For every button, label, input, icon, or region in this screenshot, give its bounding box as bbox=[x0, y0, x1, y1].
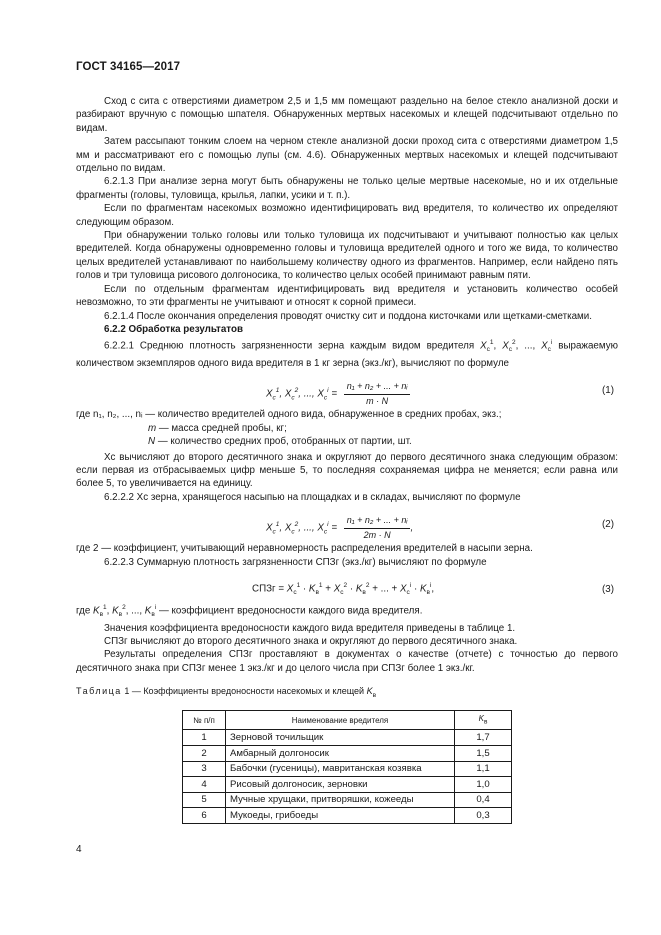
paragraph: где 2 — коэффициент, учитывающий неравномерность распределения вредителей в насыпи зерна. bbox=[76, 543, 533, 555]
paragraph-formula-intro: 6.2.2.1 Среднюю плотность загрязненности зерна каждым видом вредителя $X_c^1$, $X_c^2$, ..., $X_c^i$ выражаемую количеством экземпляров одного вида вредителя в 1 кг зерна (экз./кг), вычисляют по формуле bbox=[76, 339, 618, 369]
formula-numerator: n₁ + n₂ + ... + nᵢ bbox=[344, 514, 411, 528]
formula-number: (3) bbox=[602, 583, 614, 595]
table-row bbox=[183, 808, 512, 824]
table-row bbox=[183, 761, 512, 777]
formula-number: (2) bbox=[602, 519, 614, 531]
cell-n: 3 bbox=[183, 761, 226, 777]
formula-1: $X_c^1$, $X_c^2$, ..., $X_c^i$ = $\frac{\text{n₁ + n₂ + ... + nᵢ}}{m \cdot N}$ (1) bbox=[76, 376, 618, 404]
table-row bbox=[183, 730, 512, 746]
paragraph: Xc вычисляют до второго десятичного знака и округляют до первого десятичного знака следующим образом: если первая из отбрасываемых цифр меньше 5, то последняя сохраняемая цифра не меняется; если равна или более 5, то увеличивается на единицу. bbox=[76, 451, 618, 490]
formula-numerator: n₁ + n₂ + ... + nᵢ bbox=[344, 380, 411, 394]
table-caption-word: Таблица bbox=[76, 686, 122, 697]
formula-lhs: СПЗг bbox=[252, 583, 276, 595]
paragraph: СПЗг вычисляют до второго десятичного знака и округляют до первого десятичного знака. bbox=[104, 635, 518, 647]
formula-denominator: m · N bbox=[366, 395, 389, 406]
k-sub: в bbox=[483, 718, 488, 726]
legend-text: — количество средних проб, отобранных от партии, шт. bbox=[157, 436, 412, 448]
coefficient-table bbox=[182, 710, 512, 824]
cell-k: 1,5 bbox=[455, 746, 512, 762]
cell-n: 4 bbox=[183, 777, 226, 793]
cell-k: 0,3 bbox=[455, 808, 512, 824]
legend-symbol: где n₁, n₂, ..., nᵢ bbox=[76, 409, 143, 421]
table-row bbox=[183, 777, 512, 793]
text: выражаемую количеством экземпляров одного вида вредителя в 1 кг зерна (экз./кг), вычисляют по формуле bbox=[76, 340, 618, 369]
paragraph: Затем рассыпают тонким слоем на черном стекле анализной доски проход сита с отверстиями диаметром 1,5 мм и рассматривают его с помощью лупы (см. 4.6). Обнаруженных мертвых насекомых и клещей подсчитывают отдельно по видам. bbox=[76, 136, 618, 175]
page-body bbox=[76, 95, 618, 824]
column-header-name: Наименование вредителя bbox=[226, 711, 455, 730]
legend-text: — коэффициент вредоносности каждого вида вредителя. bbox=[158, 605, 423, 617]
cell-name: Амбарный долгоносик bbox=[226, 746, 455, 762]
formula-2: $X_c^1$, $X_c^2$, ..., $X_c^i$ = $\frac{\text{n₁ + n₂ + ... + nᵢ}}{2m \cdot N}$ , (2) bbox=[76, 510, 618, 538]
formula-3-legend: где $K_в^1$, $K_в^2$, ..., $K_в^i$ — коэффициент вредоносности каждого вида вредителя. bbox=[76, 603, 423, 619]
document-header: ГОСТ 34165—2017 bbox=[76, 61, 181, 73]
paragraph: 6.2.2.2 Xc зерна, хранящегося насыпью на площадках и в складах, вычисляют по формуле bbox=[104, 491, 521, 503]
legend-text: — масса средней пробы, кг; bbox=[158, 422, 287, 434]
cell-n: 5 bbox=[183, 792, 226, 808]
cell-k: 1,0 bbox=[455, 777, 512, 793]
column-header-n: № п/п bbox=[183, 711, 226, 730]
k-symbol: K bbox=[478, 713, 484, 723]
legend-symbol: m bbox=[148, 422, 157, 434]
column-header-k bbox=[455, 711, 512, 730]
page-number: 4 bbox=[76, 844, 82, 855]
paragraph: Если по отдельным фрагментам идентифицировать вид вредителя и установить количество особей невозможно, то эти фрагменты не учитывают и относят к сорной примеси. bbox=[76, 283, 618, 309]
paragraph: Если по фрагментам насекомых возможно идентифицировать вид вредителя, то количество их определяют следующим образом. bbox=[76, 203, 618, 228]
legend-text: — количество вредителей одного вида, обнаруженное в средних пробах, экз.; bbox=[145, 409, 502, 421]
paragraph: Сход с сита с отверстиями диаметром 2,5 и 1,5 мм помещают раздельно на белое стекло анализной доски и разбирают вручную с помощью шпателя. Обнаруженных мертвых насекомых и клещей подсчитывают отдельно по видам. bbox=[76, 96, 618, 134]
table-row bbox=[183, 746, 512, 762]
table-header-row bbox=[183, 711, 512, 730]
paragraph: Значения коэффициента вредоносности каждого вида вредителя приведены в таблице 1. bbox=[104, 622, 516, 634]
table-caption-symbol: K bbox=[366, 686, 373, 697]
formula-3: СПЗг = $X_c^1 \cdot K_в^1 + X_c^2 \cdot K_в^2$ + ... + $X_c^i \cdot K_в^i$, (3) bbox=[252, 581, 614, 597]
table-row bbox=[183, 792, 512, 808]
cell-k: 1,7 bbox=[455, 730, 512, 746]
cell-name: Рисовый долгоносик, зерновки bbox=[226, 777, 455, 793]
cell-k: 0,4 bbox=[455, 792, 512, 808]
cell-name: Зерновой точильщик bbox=[226, 730, 455, 746]
cell-k: 1,1 bbox=[455, 761, 512, 777]
cell-n: 1 bbox=[183, 730, 226, 746]
paragraph: При обнаружении только головы или только туловища их подсчитывают и учитывают полностью как целых вредителей. Когда обнаружены одновременно головы и туловища вредителей одного и того же вида, то количество целых вредителей устанавливают по наибольшему количеству одного из фрагментов. Например, если найдено пять голов и три туловища рисового долгоносика, то количество целых особей принимают равным пяти. bbox=[76, 230, 618, 282]
legend-symbol: N bbox=[148, 436, 156, 448]
paragraph: 6.2.1.3 При анализе зерна могут быть обнаружены не только целые мертвые насекомые, но и их отдельные фрагменты (головы, туловища, крылья, лапки, усики и т. п.). bbox=[76, 176, 618, 201]
cell-name: Бабочки (гусеницы), мавританская козявка bbox=[226, 761, 455, 777]
formula-legend bbox=[76, 408, 618, 448]
formula-denominator: 2m · N bbox=[363, 529, 391, 540]
cell-name: Мукоеды, грибоеды bbox=[226, 808, 455, 824]
cell-n: 2 bbox=[183, 746, 226, 762]
table-caption-text: 1 — Коэффициенты вредоносности насекомых и клещей bbox=[124, 686, 365, 697]
paragraph: 6.2.2.3 Суммарную плотность загрязненности СПЗг (экз./кг) вычисляют по формуле bbox=[104, 556, 487, 568]
cell-n: 6 bbox=[183, 808, 226, 824]
paragraph: Результаты определения СПЗг проставляют в документах о качестве (отчете) с точностью до первого десятичного знака при СПЗг менее 1 экз./кг и до целого числа при СПЗг более 1 экз./кг. bbox=[76, 649, 618, 674]
paragraph: 6.2.1.4 После окончания определения проводят очистку сит и поддона кисточками или щетками-сметками. bbox=[104, 310, 592, 322]
table-caption-sub: в bbox=[372, 692, 377, 699]
formula-number: (1) bbox=[602, 385, 614, 397]
cell-name: Мучные хрущаки, притворяшки, кожееды bbox=[226, 792, 455, 808]
text: 6.2.2.1 Среднюю плотность загрязненности зерна каждым видом вредителя bbox=[104, 340, 475, 352]
section-title: 6.2.2 Обработка результатов bbox=[104, 323, 243, 335]
table-caption bbox=[76, 685, 618, 702]
